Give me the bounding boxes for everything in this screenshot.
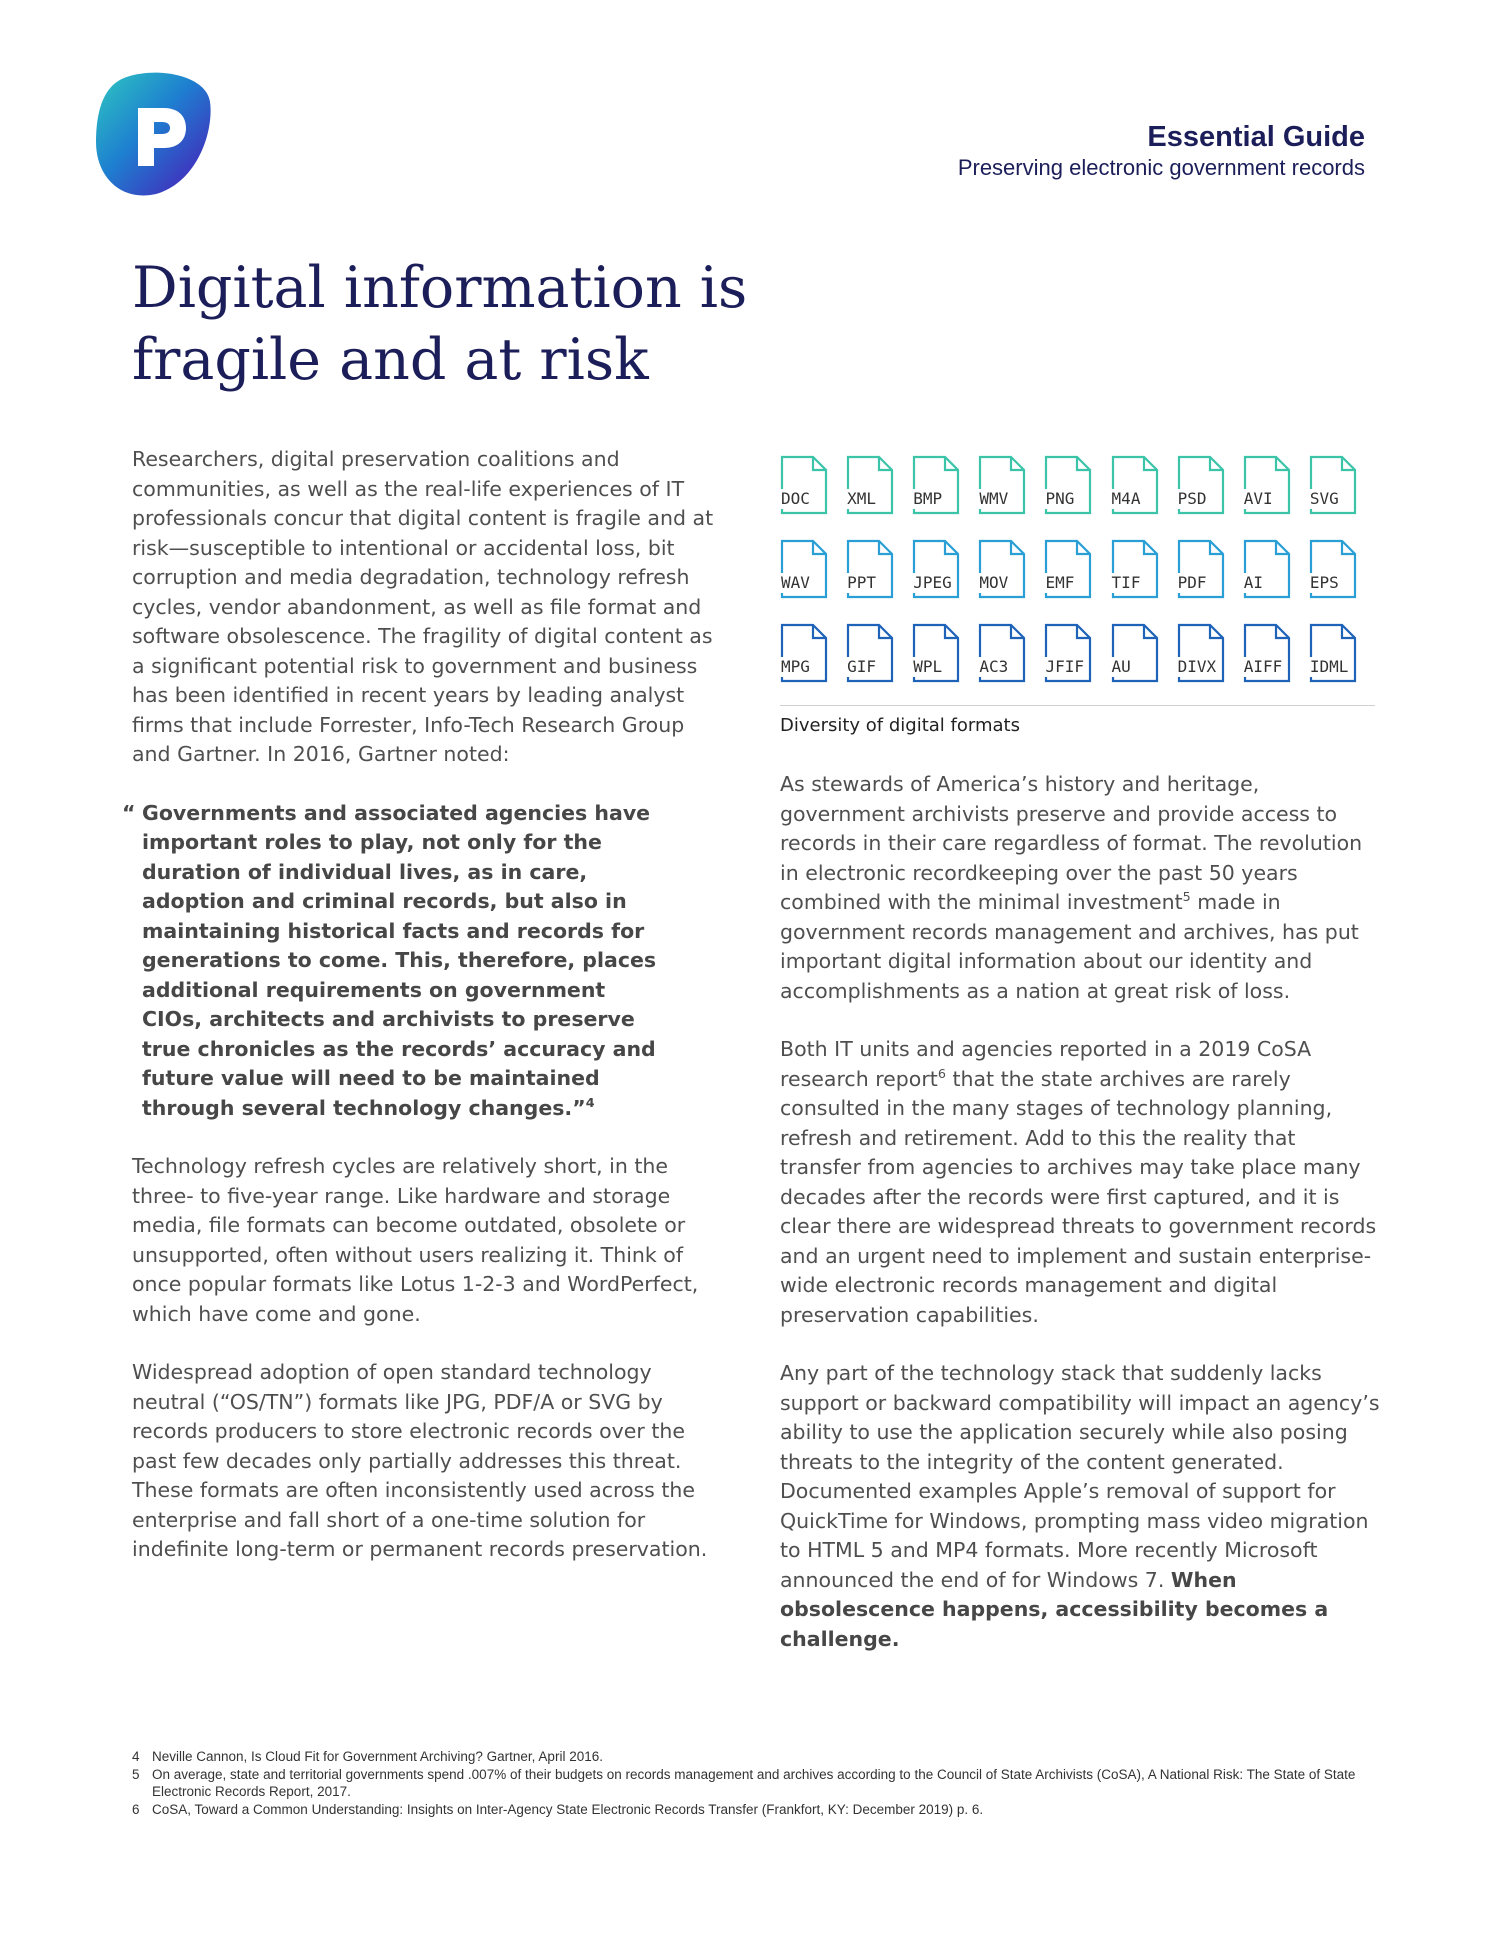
format-row xyxy=(780,539,1375,623)
quote-open-mark: “ xyxy=(122,800,136,825)
stewards-paragraph xyxy=(780,770,1380,1006)
footnote-text: On average, state and territorial governments spend .007% of their budgets on records management and archives according to the Council of State Archivists (CoSA), A National Risk: The State of State Electronic Records Report, 2017. xyxy=(152,1766,1356,1799)
left-column xyxy=(122,445,727,1594)
file-format-label: WPL xyxy=(913,657,943,676)
file-format-label: PDF xyxy=(1177,573,1207,592)
intro-paragraph: Researchers, digital preservation coalitions and communities, as well as the real-life experiences of IT professionals concur that digital content is fragile and at risk—susceptible to intentional or accidental loss, bit corruption and media degradation, technology refresh cycles, vendor abandonment, as well as file format and software obsolescence. The fragility of digital content as a significant potential risk to government and business has been identified in recent years by leading analyst firms that include Forrester, Info-Tech Research Group and Gartner. In 2016, Gartner noted: xyxy=(132,447,714,766)
file-format-item xyxy=(1177,623,1243,695)
right-column xyxy=(780,770,1380,1683)
footnote-number: 6 xyxy=(132,1801,140,1817)
file-format-label: MPG xyxy=(781,657,810,676)
file-format-item xyxy=(846,539,912,611)
footnote-number: 5 xyxy=(132,1766,140,1782)
file-format-label: XML xyxy=(847,489,877,508)
file-format-label: M4A xyxy=(1111,489,1141,508)
file-format-item xyxy=(846,623,912,695)
file-format-label: AU xyxy=(1111,657,1131,676)
tech-stack-paragraph xyxy=(780,1359,1380,1654)
stewards-text-a: As stewards of America’s history and heritage, government archivists preserve and provide access to records in their care regardless of format. The revolution in electronic recordkeeping over the past 50 years combined with the minimal investment xyxy=(780,772,1363,914)
gartner-quote xyxy=(122,799,662,1124)
footnote-ref-4: 4 xyxy=(585,1094,595,1110)
file-format-item xyxy=(978,539,1044,611)
footnote-text: Neville Cannon, Is Cloud Fit for Government Archiving? Gartner, April 2016. xyxy=(152,1749,603,1764)
file-format-label: PPT xyxy=(847,573,877,592)
file-format-label: PSD xyxy=(1177,489,1207,508)
file-format-item xyxy=(846,455,912,527)
footnotes xyxy=(132,1748,1382,1818)
footnote-6 xyxy=(132,1801,1382,1819)
file-format-item xyxy=(780,539,846,611)
figure-caption: Diversity of digital formats xyxy=(780,715,1020,736)
file-format-item xyxy=(1044,455,1110,527)
file-format-label: EMF xyxy=(1045,573,1075,592)
file-format-item xyxy=(1243,539,1309,611)
stewards-text-b: made in government records management and archives, has put important digital information about our identity and accomplishments as a nation at great risk of loss. xyxy=(780,890,1359,1003)
file-format-label: MOV xyxy=(979,573,1009,592)
file-format-item xyxy=(1111,623,1177,695)
file-format-item xyxy=(978,623,1044,695)
guide-subtitle: Preserving electronic government records xyxy=(957,155,1365,180)
file-format-label: BMP xyxy=(913,489,943,508)
format-row xyxy=(780,623,1375,707)
file-format-label: AIFF xyxy=(1243,657,1283,676)
footnote-4 xyxy=(132,1748,1382,1766)
file-format-label: JFIF xyxy=(1045,657,1084,676)
file-format-item xyxy=(1309,455,1375,527)
file-format-label: DOC xyxy=(781,489,810,508)
file-format-label: AI xyxy=(1243,573,1264,592)
file-format-label: AC3 xyxy=(979,657,1009,676)
page-title-line-1: Digital information is xyxy=(132,255,748,321)
cosa-text-b: that the state archives are rarely consulted in the many stages of technology planning, refresh and retirement. Add to this the reality that transfer from agencies to archives may take place many decades after the records were first captured, and it is clear there are widespread threats to government records and an urgent need to implement and sustain enterprise-wide electronic records management and digital preservation capabilities. xyxy=(780,1066,1377,1327)
file-format-label: EPS xyxy=(1309,573,1339,592)
file-format-item xyxy=(1177,539,1243,611)
footnote-number: 4 xyxy=(132,1749,140,1764)
page-title xyxy=(132,252,832,396)
obsolescence-callout: When obsolescence happens, accessibility becomes a challenge. xyxy=(780,1567,1329,1651)
footnote-ref-5: 5 xyxy=(1182,889,1191,905)
document-header xyxy=(958,120,1365,182)
file-format-item xyxy=(1243,623,1309,695)
file-format-item xyxy=(912,623,978,695)
file-format-label: PNG xyxy=(1045,489,1075,508)
format-row xyxy=(780,455,1375,539)
file-format-item xyxy=(1309,539,1375,611)
file-format-item xyxy=(1044,623,1110,695)
cosa-text-a: Both IT units and agencies reported in a 2019 CoSA research report xyxy=(780,1037,1312,1091)
footnote-ref-6: 6 xyxy=(937,1065,946,1081)
file-format-label: DIVX xyxy=(1177,657,1217,676)
refresh-cycles-paragraph: Technology refresh cycles are relatively short, in the three- to five-year range. Like hardware and storage media, file formats can become outdated, obsolete or unsupported, often without users realizing it. Think of once popular formats like Lotus 1-2-3 and WordPerfect, which have come and gone. xyxy=(132,1154,699,1326)
file-format-item xyxy=(1177,455,1243,527)
file-format-label: TIF xyxy=(1111,573,1141,592)
footnote-5 xyxy=(132,1766,1382,1801)
file-format-item xyxy=(780,455,846,527)
file-format-item xyxy=(780,623,846,695)
file-format-item xyxy=(1044,539,1110,611)
file-format-item xyxy=(1111,455,1177,527)
page-title-line-2: fragile and at risk xyxy=(132,327,649,393)
file-format-item xyxy=(1111,539,1177,611)
file-format-item xyxy=(912,455,978,527)
file-format-label: WAV xyxy=(781,573,810,592)
file-format-item xyxy=(1309,623,1375,695)
footnote-text: CoSA, Toward a Common Understanding: Insights on Inter-Agency State Electronic Records Transfer (Frankfort, KY: December 2019) p. 6. xyxy=(152,1801,984,1817)
file-format-label: SVG xyxy=(1309,489,1339,508)
p-brand-logo xyxy=(94,72,212,196)
open-standards-paragraph: Widespread adoption of open standard technology neutral (“OS/TN”) formats like JPG, PDF/A or SVG by records producers to store electronic records over the past few decades only partially addresses this threat. These formats are often inconsistently used across the enterprise and fall short of a one-time solution for indefinite long-term or permanent records preservation. xyxy=(132,1360,708,1561)
file-format-item xyxy=(912,539,978,611)
caption-divider xyxy=(780,705,1375,706)
file-format-label: IDML xyxy=(1309,657,1349,676)
tech-stack-text: Any part of the technology stack that suddenly lacks support or backward compatibility will impact an agency’s ability to use the application securely while also posing threats to the integrity of the content generated. Documented examples Apple’s removal of support for QuickTime for Windows, prompting mass video migration to HTML 5 and MP4 formats. More recently Microsoft announced the end of for Windows 7. xyxy=(780,1361,1380,1592)
file-format-label: WMV xyxy=(979,489,1009,508)
guide-title: Essential Guide xyxy=(1147,121,1365,153)
file-format-label: GIF xyxy=(847,657,877,676)
quote-text: Governments and associated agencies have important roles to play, not only for the duration of individual lives, as in care, adoption and criminal records, but also in maintaining historical facts and records for generations to come. This, therefore, places additional requirements on government CIOs, architects and archivists to preserve true chronicles as the records’ accuracy and future value will need to be maintained through several technology changes.” xyxy=(142,800,657,1120)
file-format-item xyxy=(1243,455,1309,527)
cosa-paragraph xyxy=(780,1035,1380,1330)
file-format-label: AVI xyxy=(1243,489,1273,508)
file-format-grid xyxy=(780,455,1375,707)
file-format-item xyxy=(978,455,1044,527)
file-format-label: JPEG xyxy=(913,573,952,592)
